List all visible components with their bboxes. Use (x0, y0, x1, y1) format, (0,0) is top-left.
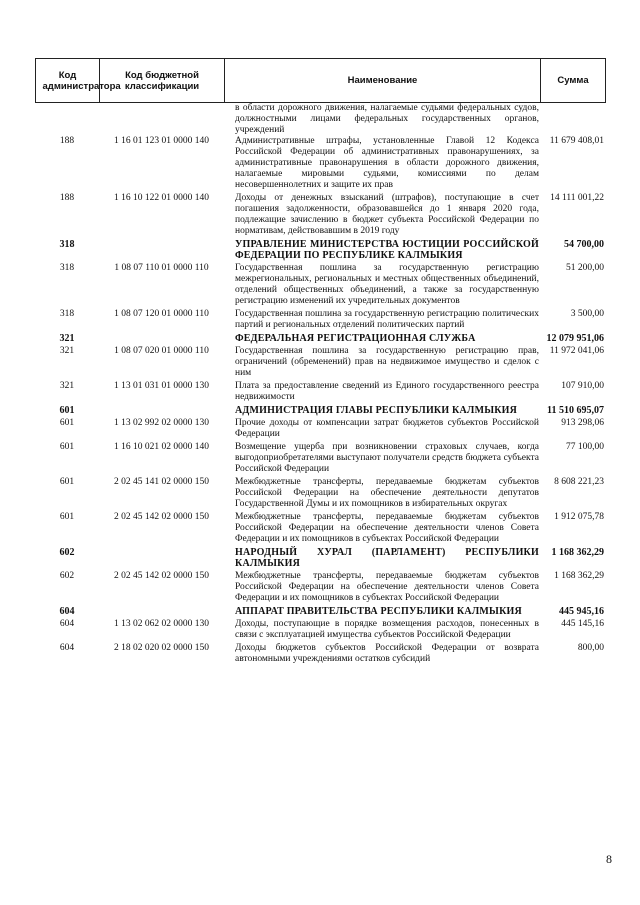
table-row (35, 263, 606, 307)
table-body (35, 103, 606, 665)
table-row (35, 193, 606, 237)
row-sum: 8 608 221,23 (554, 477, 604, 487)
row-name: в области дорожного движения, налагаемые судьями федеральных судов, должностными лицами федеральных государственных органов, учреждений (235, 103, 539, 135)
row-sum: 800,00 (577, 643, 604, 653)
row-admin-code: 318 (59, 263, 75, 273)
row-budget-code: 1 16 01 123 01 0000 140 (114, 136, 209, 146)
page-number: 8 (606, 852, 612, 866)
row-admin-code: 321 (59, 333, 75, 344)
row-sum: 11 679 408,01 (549, 136, 604, 146)
row-name: Доходы, поступающие в порядке возмещения расходов, понесенных в связи с эксплуатацией имущества субъектов Российской Федерации (235, 619, 539, 640)
header-budget-code: Код бюджетной классификации (100, 59, 225, 102)
row-admin-code: 601 (59, 477, 75, 487)
row-sum: 1 168 362,29 (554, 571, 604, 581)
row-admin-code: 601 (59, 405, 75, 416)
header-sum: Сумма (557, 75, 589, 86)
row-sum: 1 912 075,78 (554, 512, 604, 522)
table-row (35, 405, 606, 416)
row-admin-code: 188 (59, 136, 75, 146)
row-name: Возмещение ущерба при возникновении страховых случаев, когда выгодоприобретателями выступают получатели средств бюджета субъекта Российской Федерации (235, 442, 539, 474)
table-row (35, 381, 606, 403)
row-sum: 1 168 362,29 (551, 547, 604, 558)
table-header (35, 58, 606, 103)
table-row (35, 619, 606, 641)
row-budget-code: 2 02 45 141 02 0000 150 (114, 477, 209, 487)
row-name: Государственная пошлина за государственную регистрацию политических партий и региональных отделений политических партий (235, 309, 539, 330)
row-sum: 77 100,00 (566, 442, 604, 452)
row-budget-code: 1 13 01 031 01 0000 130 (114, 381, 209, 391)
table-row (35, 512, 606, 545)
row-sum: 3 500,00 (570, 309, 604, 319)
row-name: Межбюджетные трансферты, передаваемые бюджетам субъектов Российской Федерации на обеспечение деятельности членов Совета Федерации и их помощников в субъектах Российской Федерации (235, 512, 539, 544)
row-name: Административные штрафы, установленные Главой 12 Кодекса Российской Федерации об административных правонарушениях, за административные правонарушения в области дорожного движения, налагаемые мировыми судьями, комиссиями по делам несовершеннолетних и защите их прав (235, 136, 539, 190)
row-sum: 51 200,00 (566, 263, 604, 273)
row-sum: 11 972 041,06 (549, 346, 604, 356)
row-admin-code: 601 (59, 442, 75, 452)
row-budget-code: 1 08 07 120 01 0000 110 (114, 309, 209, 319)
row-name: Доходы от денежных взысканий (штрафов), поступающие в счет погашения задолженности, образовавшейся до 1 января 2020 года, подлежащие зачислению в бюджет субъекта Российской Федерации по нормативам, действовавшим в 2019 году (235, 193, 539, 236)
row-sum: 445 945,16 (559, 606, 604, 617)
row-name: Плата за предоставление сведений из Единого государственного реестра недвижимости (235, 381, 539, 402)
row-budget-code: 1 16 10 122 01 0000 140 (114, 193, 209, 203)
table-row (35, 309, 606, 331)
row-sum: 107 910,00 (561, 381, 604, 391)
row-name: Прочие доходы от компенсации затрат бюджетов субъектов Российской Федерации (235, 418, 539, 439)
row-sum: 11 510 695,07 (547, 405, 604, 416)
row-admin-code: 604 (59, 606, 75, 617)
row-budget-code: 1 13 02 992 02 0000 130 (114, 418, 209, 428)
row-admin-code: 604 (59, 619, 75, 629)
table-row (35, 606, 606, 617)
row-admin-code: 604 (59, 643, 75, 653)
table-row (35, 333, 606, 344)
row-sum: 14 111 001,22 (550, 193, 604, 203)
row-admin-code: 601 (59, 418, 75, 428)
table-row (35, 547, 606, 569)
row-sum: 12 079 951,06 (546, 333, 604, 344)
table-row (35, 442, 606, 475)
row-budget-code: 1 13 02 062 02 0000 130 (114, 619, 209, 629)
row-sum: 913 298,06 (561, 418, 604, 428)
row-admin-code: 188 (59, 193, 75, 203)
row-budget-code: 2 18 02 020 02 0000 150 (114, 643, 209, 653)
table-row (35, 103, 606, 136)
table-row (35, 346, 606, 379)
row-sum: 445 145,16 (561, 619, 604, 629)
row-admin-code: 321 (59, 381, 75, 391)
row-name: НАРОДНЫЙ ХУРАЛ (ПАРЛАМЕНТ) РЕСПУБЛИКИ КАЛМЫКИЯ (235, 547, 539, 569)
row-name: Государственная пошлина за государственную регистрацию межрегиональных, региональных и местных общественных объединений, отделений общественных объединений, а также за государственную регистрацию изменений их учредительных документов (235, 263, 539, 306)
row-name: ФЕДЕРАЛЬНАЯ РЕГИСТРАЦИОННАЯ СЛУЖБА (235, 333, 476, 344)
row-name: АППАРАТ ПРАВИТЕЛЬСТВА РЕСПУБЛИКИ КАЛМЫКИЯ (235, 606, 522, 617)
row-name: Государственная пошлина за государственную регистрацию прав, ограничений (обременений) прав на недвижимое имущество и сделок с ним (235, 346, 539, 378)
row-name: АДМИНИСТРАЦИЯ ГЛАВЫ РЕСПУБЛИКИ КАЛМЫКИЯ (235, 405, 518, 416)
row-budget-code: 2 02 45 142 02 0000 150 (114, 571, 209, 581)
row-budget-code: 1 16 10 021 02 0000 140 (114, 442, 209, 452)
table-row (35, 239, 606, 261)
row-admin-code: 318 (59, 239, 75, 250)
table-row (35, 571, 606, 604)
table-row (35, 136, 606, 191)
header-admin-code: Код администратора (36, 59, 100, 102)
table-row (35, 418, 606, 440)
row-sum: 54 700,00 (564, 239, 604, 250)
header-name: Наименование (225, 59, 541, 102)
table-row (35, 643, 606, 665)
row-admin-code: 602 (59, 571, 75, 581)
row-admin-code: 602 (59, 547, 75, 558)
row-name: Межбюджетные трансферты, передаваемые бюджетам субъектов Российской Федерации на обеспечение деятельности членов Совета Федерации и их помощников в субъектах Российской Федерации (235, 571, 539, 603)
row-name: Межбюджетные трансферты, передаваемые бюджетам субъектов Российской Федерации на обеспечение деятельности депутатов Государственной Думы и их помощников в избирательных округах (235, 477, 539, 509)
row-budget-code: 2 02 45 142 02 0000 150 (114, 512, 209, 522)
row-budget-code: 1 08 07 110 01 0000 110 (114, 263, 209, 273)
row-admin-code: 321 (59, 346, 75, 356)
row-admin-code: 318 (59, 309, 75, 319)
table-row (35, 477, 606, 510)
row-admin-code: 601 (59, 512, 75, 522)
row-budget-code: 1 08 07 020 01 0000 110 (114, 346, 209, 356)
row-name: УПРАВЛЕНИЕ МИНИСТЕРСТВА ЮСТИЦИИ РОССИЙСКОЙ ФЕДЕРАЦИИ ПО РЕСПУБЛИКЕ КАЛМЫКИЯ (235, 239, 539, 261)
row-name: Доходы бюджетов субъектов Российской Федерации от возврата автономными учреждениями остатков субсидий (235, 643, 539, 664)
